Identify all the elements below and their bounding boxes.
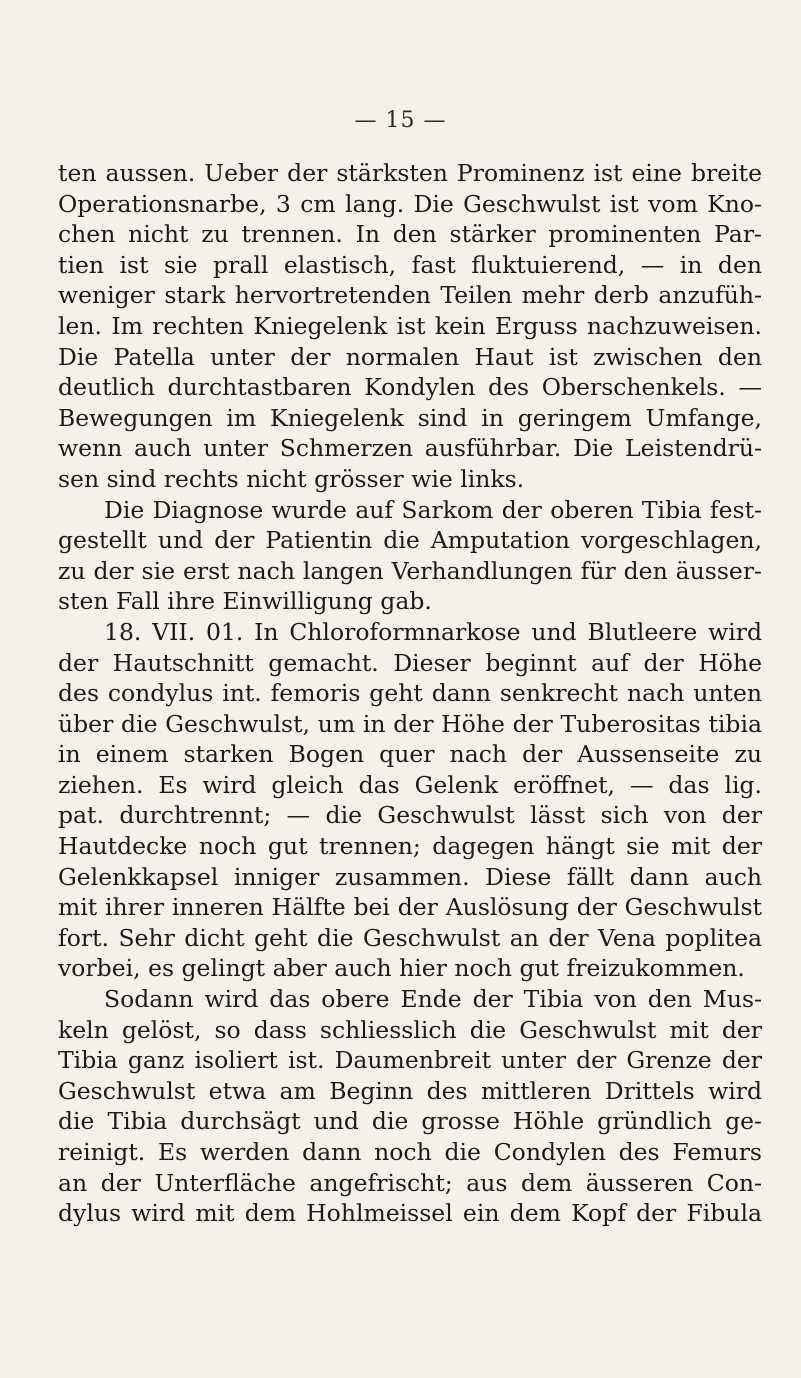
text-line: des condylus int. femoris geht dann senkrecht nach unten [58,679,762,708]
text-line: Geschwulst etwa am Beginn des mittleren Drittels wird [58,1076,762,1105]
text-line: der Hautschnitt gemacht. Dieser beginnt auf der Höhe [58,648,762,677]
body-text [58,158,762,1229]
text-line: Die Patella unter der normalen Haut ist zwischen den [58,342,762,371]
text-line: chen nicht zu trennen. In den stärker prominenten Par- [58,220,762,249]
text-line: sten Fall ihre Einwilligung gab. [58,587,432,616]
text-line: vorbei, es gelingt aber auch hier noch gut freizukommen. [58,954,745,983]
text-line: ten aussen. Ueber der stärksten Prominenz ist eine breite [58,159,762,187]
text-line: Sodann wird das obere Ende der Tibia von den Mus- [104,985,762,1014]
text-line: die Tibia durchsägt und die grosse Höhle gründlich ge- [58,1107,762,1136]
text-line: dylus wird mit dem Hohlmeissel ein dem Kopf der Fibula [58,1199,762,1228]
text-line: deutlich durchtastbaren Kondylen des Oberschenkels. — [58,373,762,402]
text-line: mit ihrer inneren Hälfte bei der Auslösung der Geschwulst [58,893,762,922]
text-line: fort. Sehr dicht geht die Geschwulst an der Vena poplitea [58,923,762,952]
text-line: 18. VII. 01. In Chloroformnarkose und Blutleere wird [104,617,762,646]
text-line: wenn auch unter Schmerzen ausführbar. Die Leistendrü- [58,434,762,463]
text-line: Die Diagnose wurde auf Sarkom der oberen Tibia fest- [104,495,762,524]
text-line: Operationsnarbe, 3 cm lang. Die Geschwulst ist vom Kno- [58,189,762,218]
text-line: len. Im rechten Kniegelenk ist kein Erguss nachzuweisen. [58,311,762,340]
text-line: Hautdecke noch gut trennen; dagegen hängt sie mit der [58,832,762,861]
text-line: Bewegungen im Kniegelenk sind in geringem Umfange, [58,403,762,432]
text-line: pat. durchtrennt; — die Geschwulst lässt sich von der [58,801,762,830]
page-number: — 15 — [354,108,447,133]
text-line: Tibia ganz isoliert ist. Daumenbreit unter der Grenze der [58,1046,762,1075]
text-line: reinigt. Es werden dann noch die Condylen des Femurs [58,1138,762,1166]
text-line: weniger stark hervortretenden Teilen mehr derb anzufüh- [58,281,762,310]
text-line: an der Unterfläche angefrischt; aus dem äusseren Con- [58,1168,762,1197]
text-line: tien ist sie prall elastisch, fast fluktuierend, — in den [58,250,762,279]
text-line: zu der sie erst nach langen Verhandlungen für den äusser- [58,556,762,585]
text-line: sen sind rechts nicht grösser wie links. [58,464,525,493]
text-line: keln gelöst, so dass schliesslich die Geschwulst mit der [58,1015,762,1044]
text-line: über die Geschwulst, um in der Höhe der Tuberositas tibia [58,709,762,738]
text-line: gestellt und der Patientin die Amputation vorgeschlagen, [58,526,762,555]
text-line: Gelenkkapsel inniger zusammen. Diese fällt dann auch [58,862,762,891]
text-line: in einem starken Bogen quer nach der Aussenseite zu [58,740,762,769]
text-line: ziehen. Es wird gleich das Gelenk eröffnet, — das lig. [58,770,762,799]
